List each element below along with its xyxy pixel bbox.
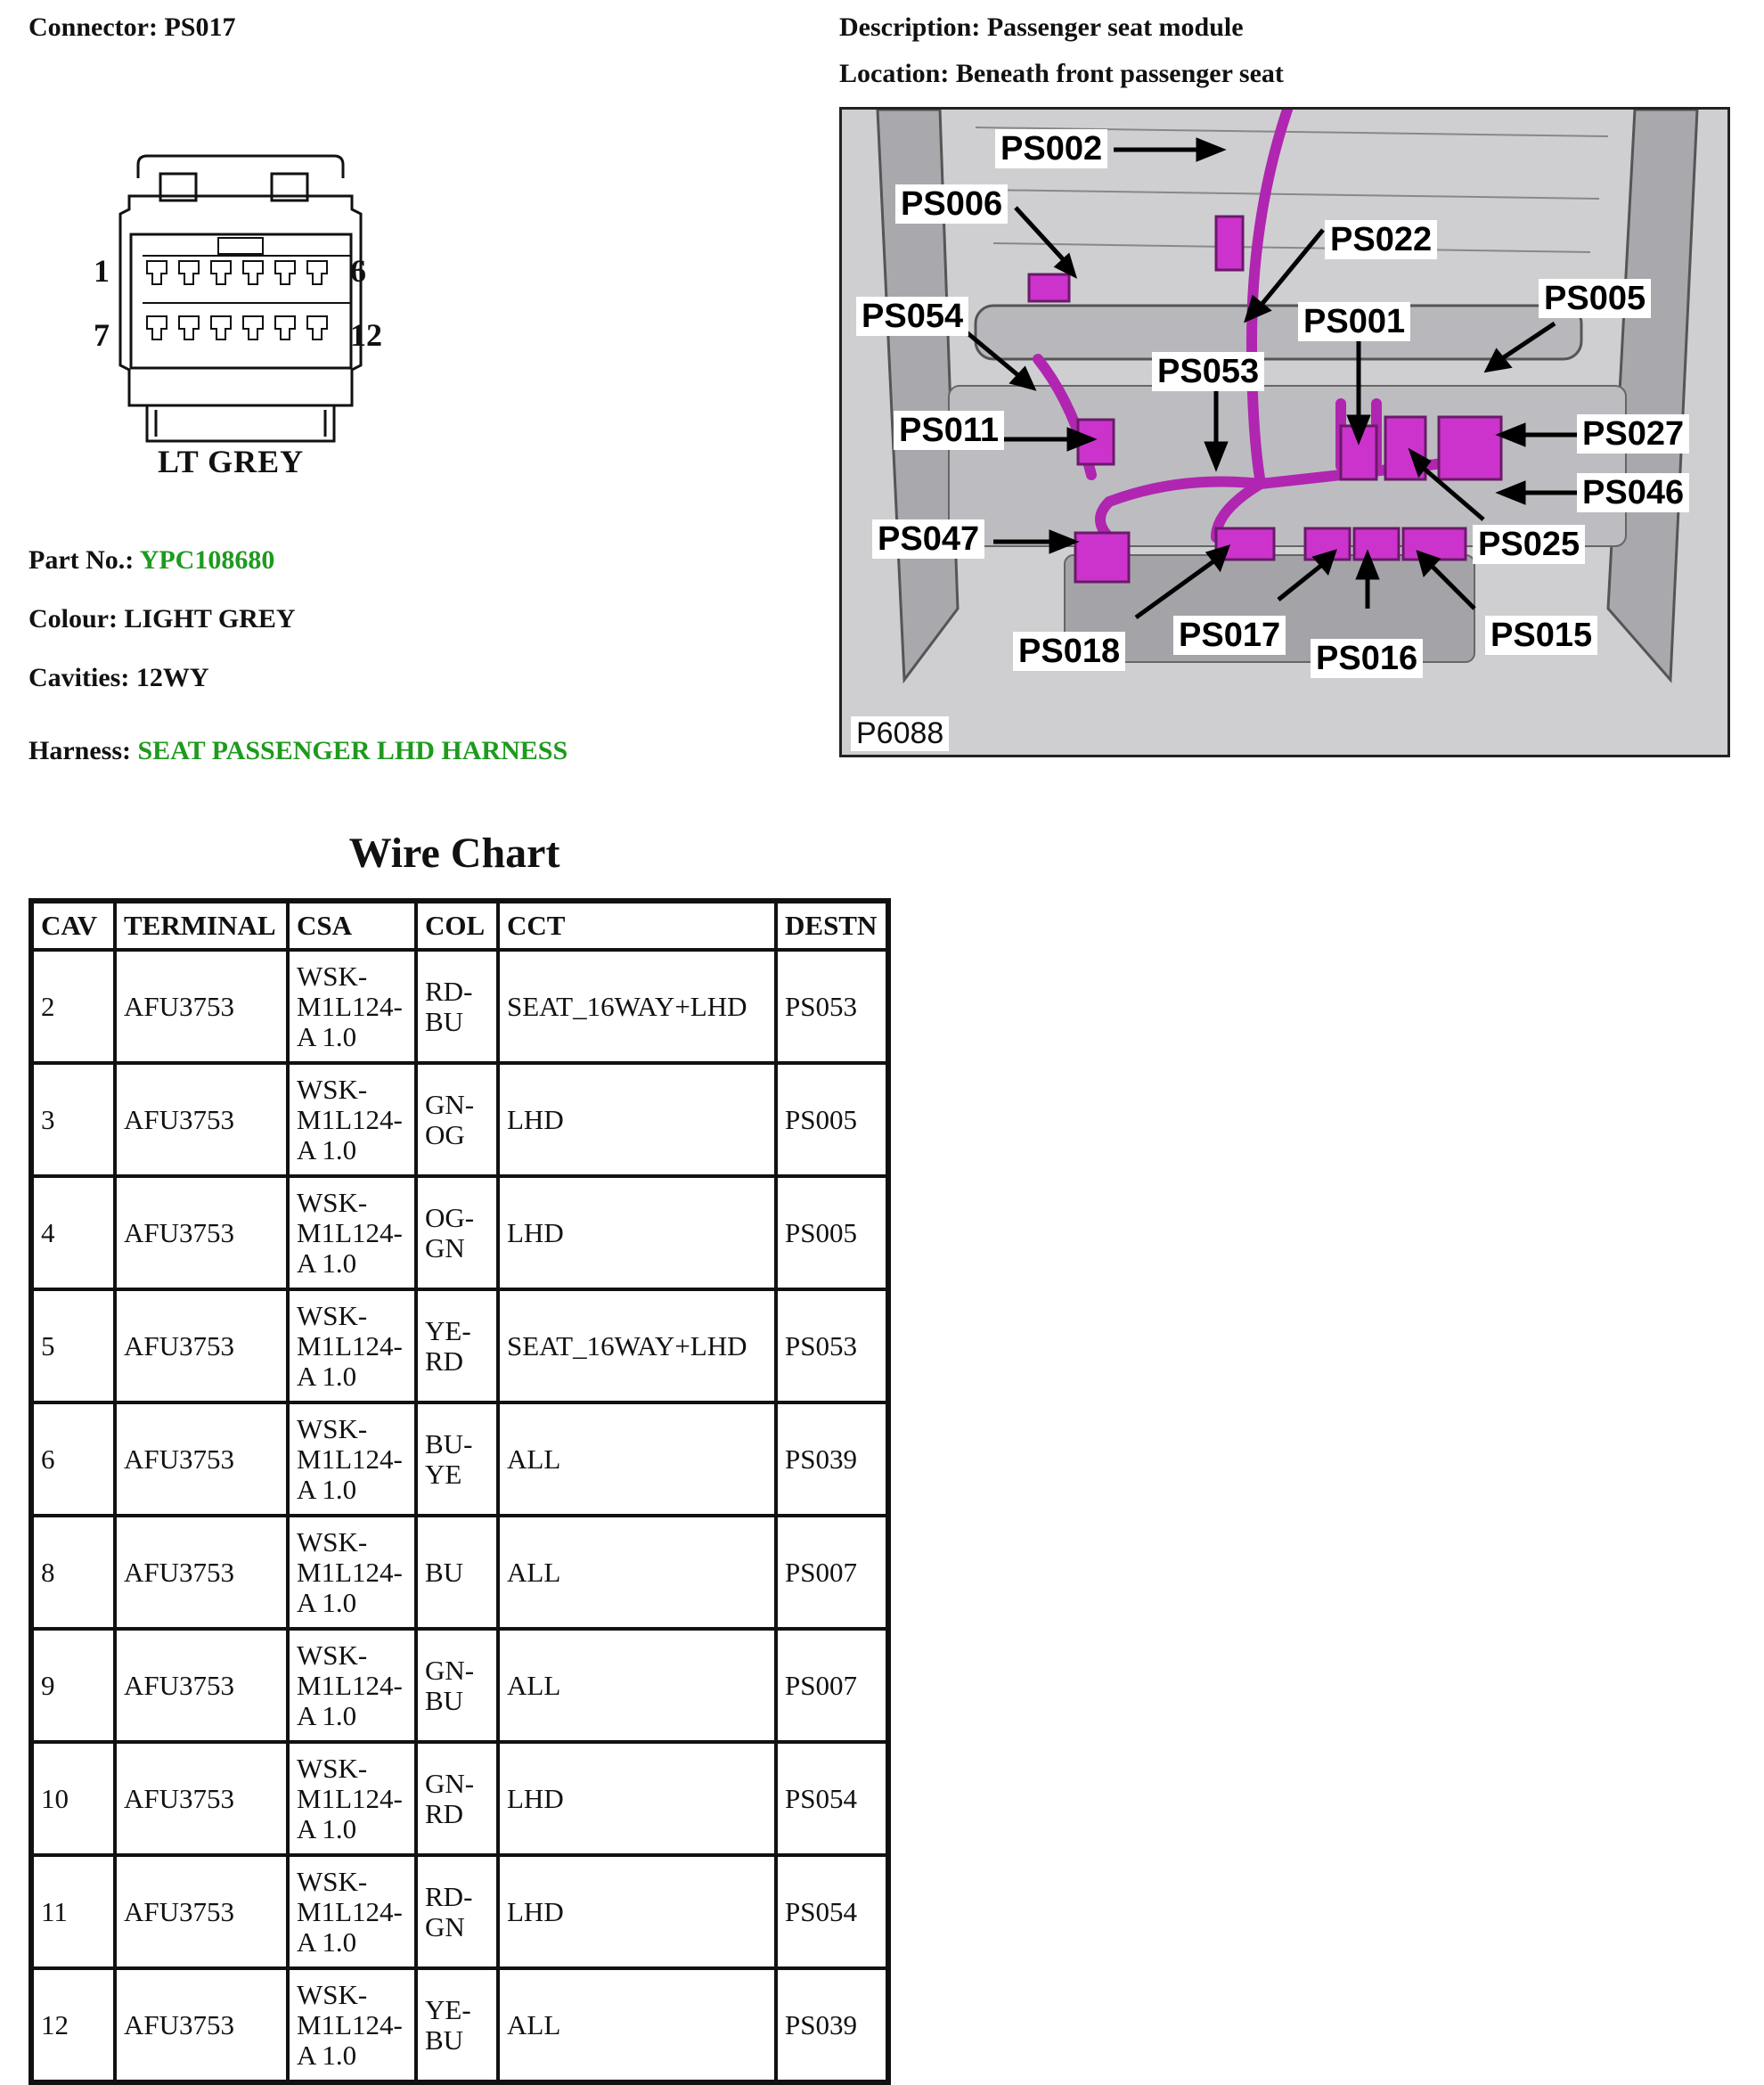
cell-cav: 4: [32, 1176, 115, 1289]
cavities-value: 12WY: [135, 663, 209, 692]
callout-ps054: PS054: [856, 297, 968, 336]
cell-cct: SEAT_16WAY+LHD: [498, 1289, 776, 1402]
table-header-row: [32, 902, 887, 950]
cell-terminal: AFU3753: [115, 1176, 288, 1289]
cell-destn: PS039: [776, 1402, 887, 1516]
cavities-label: Cavities:: [29, 663, 130, 692]
table-row: [32, 1629, 887, 1742]
callout-ps016: PS016: [1311, 639, 1423, 678]
cell-destn: PS005: [776, 1176, 887, 1289]
cell-cct: ALL: [498, 1516, 776, 1629]
cell-cav: 10: [32, 1742, 115, 1855]
callout-ps053: PS053: [1152, 352, 1264, 391]
location-line: [839, 59, 1284, 89]
harness-label: Harness:: [29, 736, 131, 765]
callout-ps017: PS017: [1173, 616, 1286, 655]
cell-cct: ALL: [498, 1968, 776, 2081]
cell-destn: PS053: [776, 1289, 887, 1402]
figure-id: P6088: [851, 716, 949, 751]
wire-chart-title: Wire Chart: [348, 830, 560, 877]
connector-color-label: LT GREY: [158, 444, 305, 479]
colour-line: [29, 604, 296, 634]
cell-cct: LHD: [498, 1855, 776, 1968]
part-number-link[interactable]: YPC108680: [139, 545, 275, 575]
cell-terminal: AFU3753: [115, 1516, 288, 1629]
header-csa: CSA: [288, 902, 416, 950]
cell-terminal: AFU3753: [115, 1629, 288, 1742]
table-row: [32, 1289, 887, 1402]
cell-terminal: AFU3753: [115, 1855, 288, 1968]
cell-cct: ALL: [498, 1402, 776, 1516]
colour-label: Colour:: [29, 604, 118, 634]
cell-col: YE- RD: [416, 1289, 498, 1402]
location-illustration: [839, 107, 1730, 757]
cell-col: GN- OG: [416, 1063, 498, 1176]
cell-col: BU- YE: [416, 1402, 498, 1516]
cell-col: BU: [416, 1516, 498, 1629]
callout-ps047: PS047: [872, 519, 984, 559]
cell-cav: 9: [32, 1629, 115, 1742]
cell-csa: WSK- M1L124- A 1.0: [288, 1742, 416, 1855]
cell-cav: 2: [32, 950, 115, 1063]
table-row: [32, 1516, 887, 1629]
table-row: [32, 1063, 887, 1176]
cavities-line: [29, 663, 208, 693]
callout-ps015: PS015: [1485, 616, 1597, 655]
table-row: [32, 1176, 887, 1289]
cell-csa: WSK- M1L124- A 1.0: [288, 1289, 416, 1402]
cell-cav: 11: [32, 1855, 115, 1968]
header-cav: CAV: [32, 902, 115, 950]
cell-col: GN- RD: [416, 1742, 498, 1855]
part-number-label: Part No.:: [29, 545, 135, 575]
cell-cct: LHD: [498, 1176, 776, 1289]
cell-cav: 3: [32, 1063, 115, 1176]
cell-cct: SEAT_16WAY+LHD: [498, 950, 776, 1063]
pin-12-label: 12: [350, 317, 382, 353]
cell-col: RD- BU: [416, 950, 498, 1063]
pin-7-label: 7: [94, 317, 110, 353]
cell-csa: WSK- M1L124- A 1.0: [288, 1516, 416, 1629]
callout-ps018: PS018: [1013, 632, 1125, 671]
header-destn: DESTN: [776, 902, 887, 950]
callout-ps027: PS027: [1577, 414, 1689, 454]
callout-ps011: PS011: [894, 411, 1004, 450]
table-row: [32, 1855, 887, 1968]
cell-col: OG- GN: [416, 1176, 498, 1289]
harness-line: [29, 736, 568, 766]
harness-link[interactable]: SEAT PASSENGER LHD HARNESS: [137, 736, 568, 765]
cell-destn: PS005: [776, 1063, 887, 1176]
callout-ps002: PS002: [995, 129, 1107, 168]
description-line: [839, 12, 1244, 43]
cell-cct: LHD: [498, 1063, 776, 1176]
table-row: [32, 1402, 887, 1516]
connector-label: Connector:: [29, 12, 158, 42]
cell-destn: PS054: [776, 1742, 887, 1855]
cell-csa: WSK- M1L124- A 1.0: [288, 1629, 416, 1742]
location-value: Beneath front passenger seat: [955, 59, 1284, 88]
wire-chart-table: [29, 898, 891, 2085]
connector-value: PS017: [164, 12, 236, 42]
pin-1-label: 1: [94, 253, 110, 289]
cell-destn: PS053: [776, 950, 887, 1063]
callout-ps025: PS025: [1473, 525, 1585, 564]
cell-cct: ALL: [498, 1629, 776, 1742]
cell-terminal: AFU3753: [115, 1063, 288, 1176]
pin-6-label: 6: [350, 253, 366, 289]
location-label: Location:: [839, 59, 950, 88]
cell-terminal: AFU3753: [115, 950, 288, 1063]
cell-csa: WSK- M1L124- A 1.0: [288, 1402, 416, 1516]
connector-face-diagram: [94, 147, 401, 486]
cell-terminal: AFU3753: [115, 1289, 288, 1402]
table-row: [32, 1968, 887, 2081]
cell-col: GN- BU: [416, 1629, 498, 1742]
description-value: Passenger seat module: [986, 12, 1244, 42]
cell-csa: WSK- M1L124- A 1.0: [288, 950, 416, 1063]
cell-cav: 8: [32, 1516, 115, 1629]
cell-destn: PS007: [776, 1629, 887, 1742]
header-col: COL: [416, 902, 498, 950]
cell-destn: PS054: [776, 1855, 887, 1968]
cell-cav: 6: [32, 1402, 115, 1516]
cell-terminal: AFU3753: [115, 1742, 288, 1855]
callout-ps005: PS005: [1539, 279, 1651, 318]
callout-ps001: PS001: [1298, 302, 1410, 341]
cell-terminal: AFU3753: [115, 1402, 288, 1516]
callout-ps006: PS006: [895, 184, 1008, 224]
cell-col: YE- BU: [416, 1968, 498, 2081]
cell-csa: WSK- M1L124- A 1.0: [288, 1063, 416, 1176]
cell-cav: 12: [32, 1968, 115, 2081]
cell-destn: PS039: [776, 1968, 887, 2081]
table-row: [32, 1742, 887, 1855]
callout-ps022: PS022: [1325, 220, 1437, 259]
cell-cav: 5: [32, 1289, 115, 1402]
header-cct: CCT: [498, 902, 776, 950]
cell-csa: WSK- M1L124- A 1.0: [288, 1968, 416, 2081]
header-terminal: TERMINAL: [115, 902, 288, 950]
callout-ps046: PS046: [1577, 473, 1689, 512]
colour-value: LIGHT GREY: [124, 604, 296, 634]
cell-csa: WSK- M1L124- A 1.0: [288, 1855, 416, 1968]
table-row: [32, 950, 887, 1063]
description-label: Description:: [839, 12, 981, 42]
cell-terminal: AFU3753: [115, 1968, 288, 2081]
part-number-line: [29, 545, 274, 576]
connector-line: [29, 12, 235, 43]
cell-col: RD- GN: [416, 1855, 498, 1968]
cell-csa: WSK- M1L124- A 1.0: [288, 1176, 416, 1289]
cell-cct: LHD: [498, 1742, 776, 1855]
cell-destn: PS007: [776, 1516, 887, 1629]
wire-table-body: [32, 950, 887, 2081]
